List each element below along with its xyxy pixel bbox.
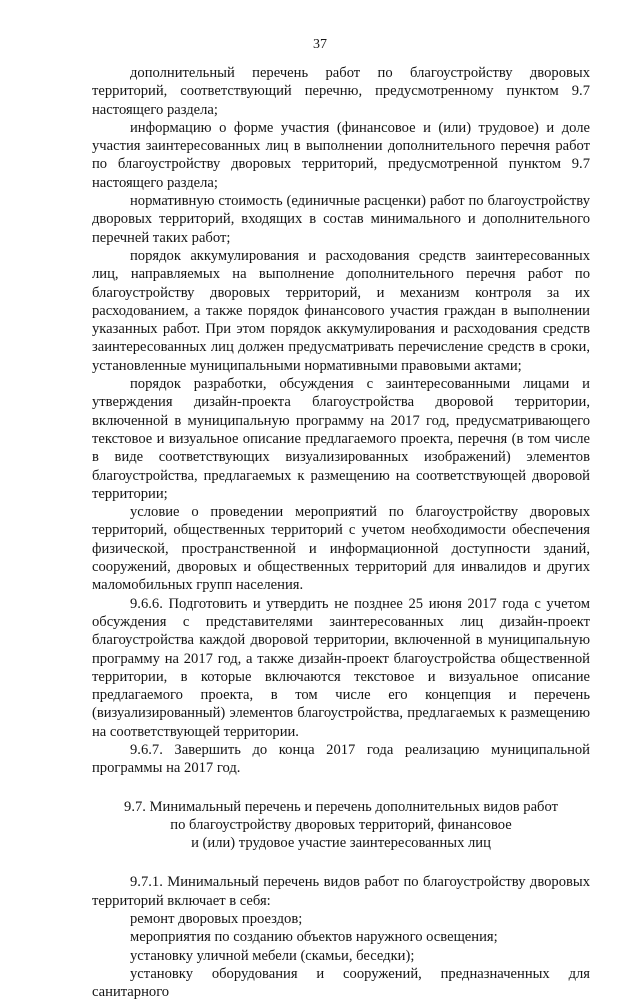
section-heading-line: 9.7. Минимальный перечень и перечень дополнительных видов работ	[124, 798, 558, 815]
paragraph-normative-cost: нормативную стоимость (единичные расценки) работ по благоустройству дворовых территорий, входящих в состав минимального и дополнительного перечней таких работ;	[92, 193, 590, 246]
list-item: ремонт дворовых проездов;	[130, 911, 303, 928]
paragraph-9-7-1: 9.7.1. Минимальный перечень видов работ по благоустройству дворовых территорий включает в себя:	[92, 874, 590, 909]
paragraph-9-6-6: 9.6.6. Подготовить и утвердить не позднее 25 июня 2017 года с учетом обсуждения с представителями заинтересованных лиц дизайн-проект благоустройства каждой дворовой территории, включенной в муниципальную программу на 2017 год, а также дизайн-проект благоустройства общественной территории, в которые включаются текстовое и визуальное описание предлагаемого проекта, в том числе его концепция и перечень (визуализированный) элементов благоустройства, предлагаемых к размещению на соответствующей территории.	[92, 595, 590, 740]
document-body	[92, 64, 590, 1002]
paragraph-participation-form: информацию о форме участия (финансовое и (или) трудовое) и доле участия заинтересованных лиц в выполнении дополнительного перечня работ по благоустройству дворовых территорий, предусмотренной пунктом 9.7 настоящего раздела;	[92, 119, 590, 191]
paragraph-design-project-procedure: порядок разработки, обсуждения с заинтересованными лицами и утверждения дизайн-проекта благоустройства дворовой территории, включенной в муниципальную программу на 2017 год, предусматривающего текстовое и визуальное описание предлагаемого проекта, перечня (в том числе в виде соответствующих визуализированных изображений) элементов благоустройства, предлагаемых к размещению на соответствующей дворовой территории;	[92, 376, 590, 502]
list-item: мероприятия по созданию объектов наружного освещения;	[130, 929, 498, 946]
paragraph-additional-list: дополнительный перечень работ по благоустройству дворовых территорий, соответствующий перечню, предусмотренному пунктом 9.7 настоящего раздела;	[92, 65, 590, 118]
section-heading-9-7	[92, 798, 590, 853]
paragraph-accessibility-condition: условие о проведении мероприятий по благоустройству дворовых территорий, общественных территорий с учетом необходимости обеспечения физической, пространственной и информационной доступности зданий, сооружений, дворовых и общественных территорий для инвалидов и других маломобильных групп населения.	[92, 504, 590, 594]
section-heading-line: по благоустройству дворовых территорий, финансовое	[170, 816, 512, 833]
page-number: 37	[313, 37, 327, 52]
list-item: установку уличной мебели (скамьи, беседки);	[130, 947, 415, 964]
paragraph-funds-procedure: порядок аккумулирования и расходования средств заинтересованных лиц, направляемых на выполнение дополнительного перечня работ по благоустройству дворовых территорий, и механизм контроля за их расходованием, а также порядок финансового участия граждан в выполнении указанных работ. При этом порядок аккумулирования и расходования средств заинтересованных лиц должен предусматривать перечисление средств в сроки, установленные муниципальными нормативными правовыми актами;	[92, 247, 590, 374]
section-heading-line: и (или) трудовое участие заинтересованных лиц	[191, 835, 491, 852]
paragraph-9-6-7: 9.6.7. Завершить до конца 2017 года реализацию муниципальной программы на 2017 год.	[92, 741, 590, 777]
list-item: установку оборудования и сооружений, предназначенных для санитарного	[92, 965, 590, 1001]
